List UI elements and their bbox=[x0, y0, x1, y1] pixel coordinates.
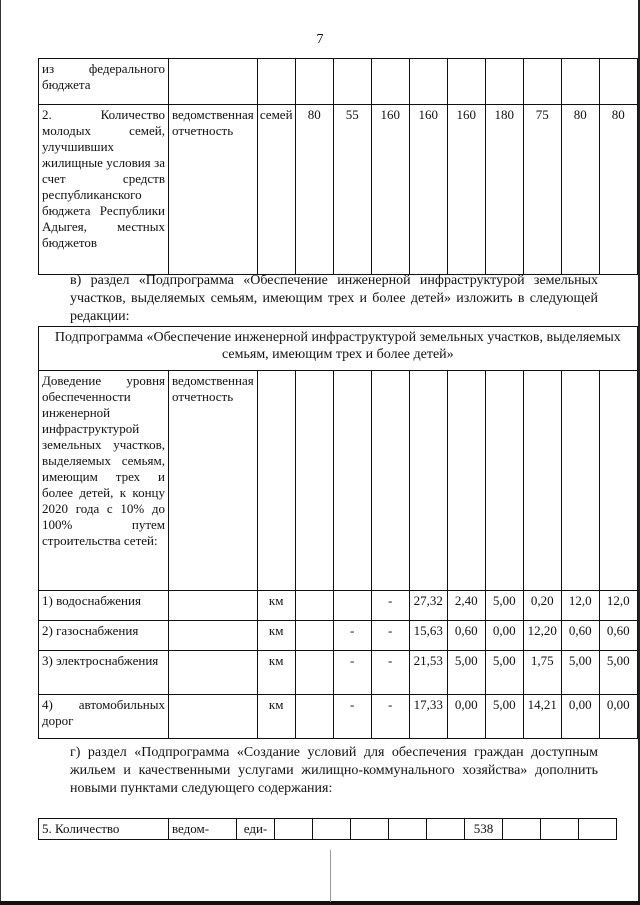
table-row bbox=[39, 327, 638, 371]
value-cell bbox=[579, 819, 617, 840]
row-name: 2. Количество молодых семей, улучшивших жилищные условия за счет средств республиканского бюджета Республики Адыгея, местных бюджетов bbox=[39, 105, 169, 275]
value-cell bbox=[503, 819, 541, 840]
table-row bbox=[39, 371, 638, 591]
value-cell: - bbox=[333, 651, 371, 695]
value-cell: 2,40 bbox=[447, 591, 485, 621]
value-cell: 538 bbox=[465, 819, 503, 840]
value-cell: 17,33 bbox=[409, 695, 447, 739]
value-cell: 5,00 bbox=[485, 695, 523, 739]
value-cell: 160 bbox=[409, 105, 447, 275]
value-cell bbox=[275, 819, 313, 840]
value-cell: 5,00 bbox=[485, 651, 523, 695]
value-cell bbox=[295, 695, 333, 739]
value-cell: - bbox=[371, 695, 409, 739]
value-cell: 12,0 bbox=[561, 591, 599, 621]
scan-bottom-edge bbox=[0, 901, 640, 905]
value-cell: - bbox=[371, 591, 409, 621]
row-unit: км bbox=[257, 621, 295, 651]
value-cell: 0,20 bbox=[523, 591, 561, 621]
value-cell: 0,60 bbox=[561, 621, 599, 651]
value-cell: 80 bbox=[561, 105, 599, 275]
table-row bbox=[39, 695, 638, 739]
value-cell: 15,63 bbox=[409, 621, 447, 651]
value-cell: 5,00 bbox=[485, 591, 523, 621]
value-cell: 160 bbox=[447, 105, 485, 275]
value-cell: 0,60 bbox=[447, 621, 485, 651]
value-cell: 5,00 bbox=[561, 651, 599, 695]
value-cell: 0,00 bbox=[561, 695, 599, 739]
value-cell bbox=[295, 591, 333, 621]
value-cell: 80 bbox=[599, 105, 637, 275]
value-cell: 5,00 bbox=[447, 651, 485, 695]
value-cell: 0,60 bbox=[599, 621, 637, 651]
value-cell: 5,00 bbox=[599, 651, 637, 695]
indicators-table-3 bbox=[38, 818, 617, 840]
row-name: 2) газоснабжения bbox=[39, 621, 169, 651]
value-cell: - bbox=[371, 651, 409, 695]
table-row bbox=[39, 651, 638, 695]
value-cell bbox=[389, 819, 427, 840]
value-cell: 80 bbox=[295, 105, 333, 275]
value-cell: 0,00 bbox=[485, 621, 523, 651]
paragraph-v: в) раздел «Подпрограмма «Обеспечение инженерной инфраструктурой земельных участков, выделяемых семьям, имеющим трех и более детей» изложить в следующей редакции: bbox=[70, 273, 598, 324]
row-unit: км bbox=[257, 651, 295, 695]
value-cell bbox=[541, 819, 579, 840]
row-unit: км bbox=[257, 695, 295, 739]
value-cell bbox=[295, 621, 333, 651]
value-cell: 12,0 bbox=[599, 591, 637, 621]
row-unit: еди- bbox=[237, 819, 275, 840]
paragraph-g: г) раздел «Подпрограмма «Создание условий для обеспечения граждан доступным жильем и качественными услугами жилищно-коммунального хозяйства» дополнить новыми пунктами следующего содержания: bbox=[70, 745, 598, 796]
value-cell bbox=[295, 651, 333, 695]
value-cell bbox=[333, 591, 371, 621]
value-cell: 0,00 bbox=[599, 695, 637, 739]
scan-fold-mark bbox=[330, 850, 331, 902]
table-row bbox=[39, 105, 638, 275]
value-cell bbox=[313, 819, 351, 840]
table-row bbox=[39, 591, 638, 621]
subprogram-header: Подпрограмма «Обеспечение инженерной инфраструктурой земельных участков, выделяемых семьям, имеющим трех и более детей» bbox=[39, 327, 638, 371]
row-source: ведомственная отчетность bbox=[169, 105, 258, 275]
value-cell: 160 bbox=[371, 105, 409, 275]
value-cell: 55 bbox=[333, 105, 371, 275]
value-cell: 27,32 bbox=[409, 591, 447, 621]
row-unit: семей bbox=[257, 105, 295, 275]
row-name: Доведение уровня обеспеченности инженерной инфраструктурой земельных участков, выделяемых семьям, имеющим трех и более детей, к концу 2020 года с 10% до 100% путем строительства сетей: bbox=[39, 371, 169, 591]
value-cell: 21,53 bbox=[409, 651, 447, 695]
value-cell bbox=[351, 819, 389, 840]
row-source: ведомственная отчетность bbox=[169, 371, 258, 591]
value-cell: 1,75 bbox=[523, 651, 561, 695]
row-name: 4) автомобильных дорог bbox=[39, 695, 169, 739]
row-source: ведом- bbox=[169, 819, 237, 840]
indicators-table-2 bbox=[38, 326, 638, 739]
table-row bbox=[39, 59, 638, 105]
row-name: 5. Количество bbox=[39, 819, 169, 840]
value-cell: 12,20 bbox=[523, 621, 561, 651]
page-number: 7 bbox=[316, 32, 324, 47]
scan-left-edge bbox=[0, 0, 1, 905]
value-cell: - bbox=[333, 621, 371, 651]
value-cell: - bbox=[333, 695, 371, 739]
row-name: 1) водоснабжения bbox=[39, 591, 169, 621]
indicators-table-1 bbox=[38, 58, 638, 275]
row-name: 3) электроснабжения bbox=[39, 651, 169, 695]
value-cell: 14,21 bbox=[523, 695, 561, 739]
row-federal-label: из федерального бюджета bbox=[39, 59, 169, 105]
value-cell: 0,00 bbox=[447, 695, 485, 739]
value-cell: 75 bbox=[523, 105, 561, 275]
row-unit: км bbox=[257, 591, 295, 621]
value-cell: - bbox=[371, 621, 409, 651]
value-cell bbox=[427, 819, 465, 840]
value-cell: 180 bbox=[485, 105, 523, 275]
table-row bbox=[39, 819, 617, 840]
table-row bbox=[39, 621, 638, 651]
